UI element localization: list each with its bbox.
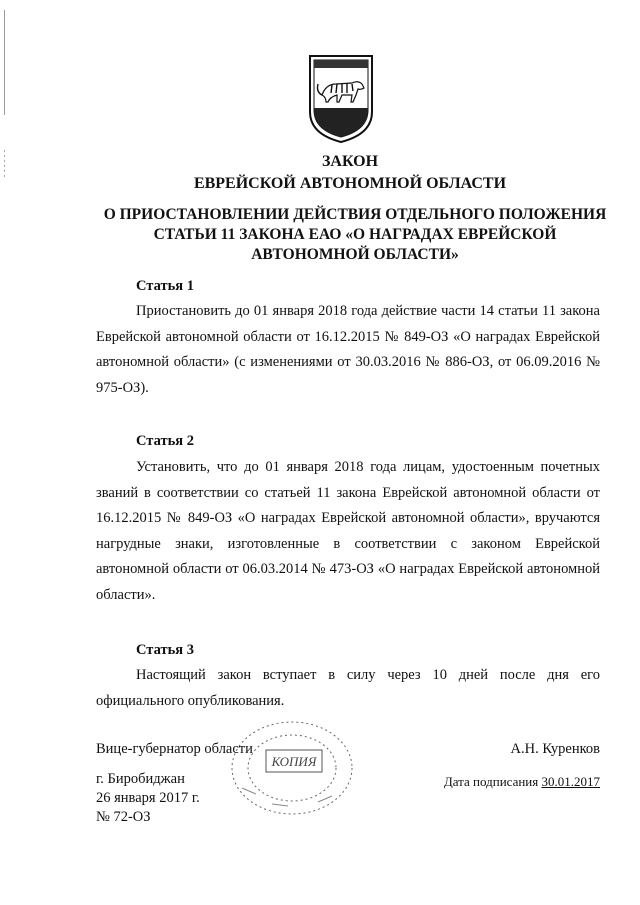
law-subject: О ПРИОСТАНОВЛЕНИИ ДЕЙСТВИЯ ОТДЕЛЬНОГО ПОЛОЖЕНИЯ СТАТЬИ 11 ЗАКОНА ЕАО «О НАГРАДАХ ЕВРЕЙСКОЙ АВТОНОМНОЙ ОБЛАСТИ» (103, 206, 607, 263)
signing-date-label: Дата подписания (443, 774, 539, 789)
signatory-position: Вице-губернатор области (96, 741, 253, 757)
article-1-text: Приостановить до 01 января 2018 года действие части 14 статьи 11 закона Еврейской автономной области от 16.12.2015 № 849-ОЗ «О наградах Еврейской автономной области» (с изменениями от 30.03.2016 № 886-ОЗ, от 06.09.2016 № 975-ОЗ). (96, 303, 600, 396)
copy-stamp (222, 718, 356, 822)
article-2-heading: Статья 2 (136, 433, 194, 449)
signing-date-value: 30.01.2017 (541, 774, 600, 789)
signing-place: г. Биробиджан (96, 771, 185, 787)
scan-edge-dots (4, 150, 5, 180)
signatory-name: А.Н. Куренков (510, 741, 600, 757)
article-1-heading: Статья 1 (136, 278, 194, 294)
law-region: ЕВРЕЙСКОЙ АВТОНОМНОЙ ОБЛАСТИ (193, 175, 507, 192)
article-3-text: Настоящий закон вступает в силу через 10 дней после дня его официального опубликования. (96, 667, 600, 709)
article-2-text: Установить, что до 01 января 2018 года лицам, удостоенным почетных званий в соответствии со статьей 11 закона Еврейской автономной области от 16.12.2015 № 849-ОЗ «О наградах Еврейской автономной области», вручаются нагрудные знаки, изготовленные в соответствии с законом Еврейской автономной области от 06.03.2014 № 473-ОЗ «О наградах Еврейской автономной области». (96, 459, 600, 603)
law-number: № 72-ОЗ (96, 809, 151, 825)
law-title: ЗАКОН (321, 153, 379, 170)
scan-edge-line (4, 10, 5, 115)
law-date: 26 января 2017 г. (96, 790, 200, 806)
stamp-text: КОПИЯ (271, 754, 317, 769)
coat-of-arms-tiger-icon (306, 50, 376, 146)
signing-date (444, 774, 600, 790)
article-3-heading: Статья 3 (136, 642, 194, 658)
